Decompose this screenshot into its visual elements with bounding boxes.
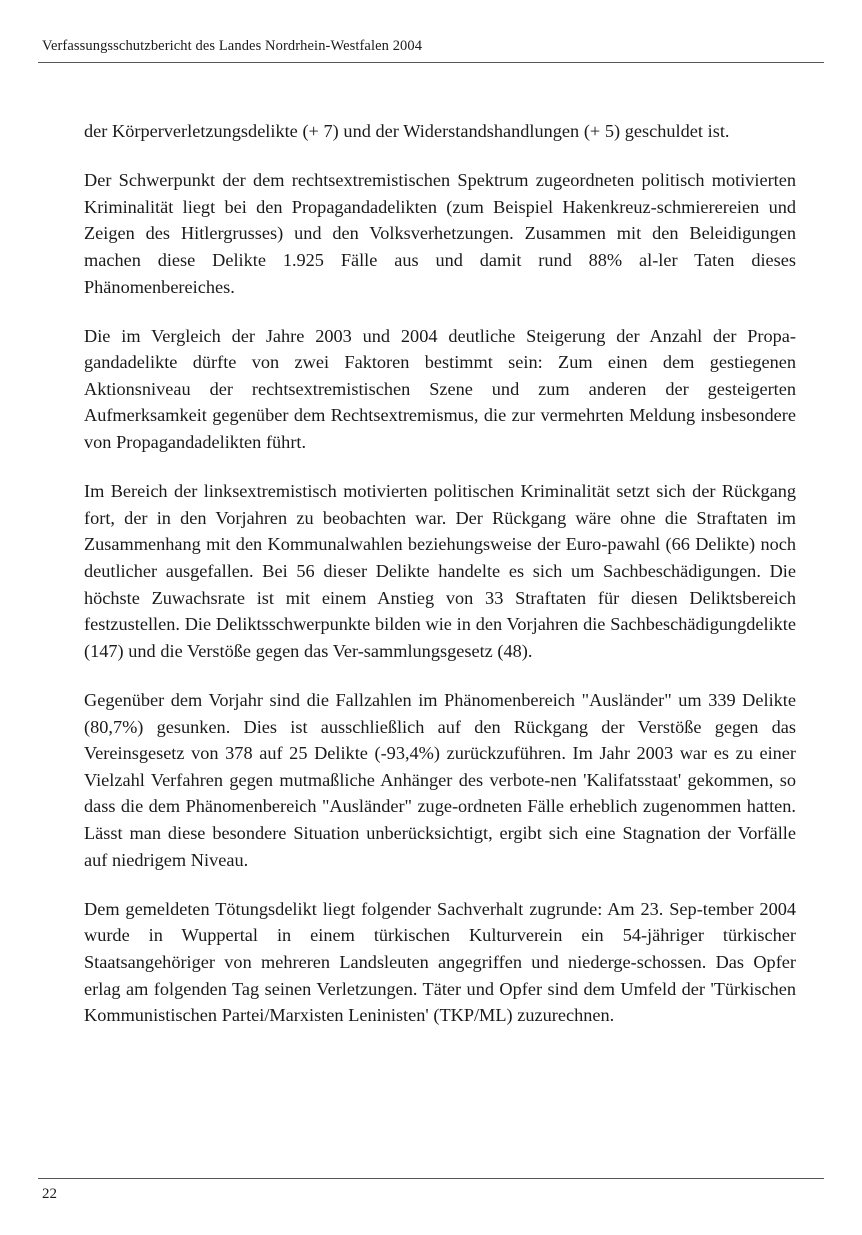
paragraph: Gegenüber dem Vorjahr sind die Fallzahlen im Phänomenbereich "Ausländer" um 339 Delikte (80,7%) gesunken. Dies ist ausschließlich auf den Rückgang der Verstöße gegen das Vereinsgesetz von 378 auf 25 Delikte (-93,4%) zurückzuführen. Im Jahr 2003 war es zu einer Vielzahl Verfahren gegen mutmaßliche Anhänger des verbote-nen 'Kalifatsstaat' gekommen, so dass die dem Phänomenbereich "Ausländer" zuge-ordneten Fälle erheblich zugenommen hatten. Lässt man diese besondere Situation unberücksichtigt, ergibt sich eine Stagnation der Vorfälle auf niedrigem Niveau. <box>84 689 796 870</box>
paragraph: Im Bereich der linksextremistisch motivierten politischen Kriminalität setzt sich der Rückgang fort, der in den Vorjahren zu beobachten war. Der Rückgang wäre ohne die Straftaten im Zusammenhang mit den Kommunalwahlen beziehungsweise der Euro-pawahl (66 Delikte) noch deutlicher ausgefallen. Bei 56 dieser Delikte handelte es sich um Sachbeschädigungen. Die höchste Zuwachsrate ist mit einem Anstieg von 33 Straftaten für diesen Deliktsbereich festzustellen. Die Deliktsschwerpunkte bilden wie in den Vorjahren die Sachbeschädigungdelikte (147) und die Verstöße gegen das Ver-sammlungsgesetz (48). <box>84 481 796 661</box>
paragraph: Der Schwerpunkt der dem rechtsextremistischen Spektrum zugeordneten politisch motivierten Kriminalität liegt bei den Propagandadelikten (zum Beispiel Hakenkreuz-schmierereien und Zeigen des Hitlergrusses) und den Volksverhetzungen. Zusammen mit den Beleidigungen machen diese Delikte 1.925 Fälle aus und damit rund 88% al-ler Taten dieses Phänomenbereiches. <box>84 170 796 297</box>
header-divider <box>38 62 824 63</box>
running-title: Verfassungsschutzbericht des Landes Nordrhein-Westfalen 2004 <box>42 38 423 54</box>
page-header <box>38 38 824 63</box>
page-footer <box>38 1178 824 1203</box>
paragraph: Die im Vergleich der Jahre 2003 und 2004 deutliche Steigerung der Anzahl der Propa-gandadelikte dürfte von zwei Faktoren bestimmt sein: Zum einen dem gestiegenen Aktionsniveau der rechtsextremistischen Szene und zum anderen der gesteigerten Aufmerksamkeit gegenüber dem Rechtsextremismus, die zur vermehrten Meldung insbesondere von Propagandadelikten führt. <box>84 325 796 453</box>
paragraph: Dem gemeldeten Tötungsdelikt liegt folgender Sachverhalt zugrunde: Am 23. Sep-tember 2004 wurde in Wuppertal in einem türkischen Kulturverein ein 54-jähriger türkischer Staatsangehöriger von mehreren Landsleuten angegriffen und niederge-schossen. Das Opfer erlag am folgenden Tag seinen Verletzungen. Täter und Opfer sind dem Umfeld der 'Türkischen Kommunistischen Partei/Marxisten Leninisten' (TKP/ML) zuzurechnen. <box>84 898 796 1026</box>
page-number: 22 <box>42 1186 57 1202</box>
body-text <box>84 118 796 1029</box>
paragraph: der Körperverletzungsdelikte (+ 7) und der Widerstandshandlungen (+ 5) geschuldet ist. <box>84 121 730 141</box>
